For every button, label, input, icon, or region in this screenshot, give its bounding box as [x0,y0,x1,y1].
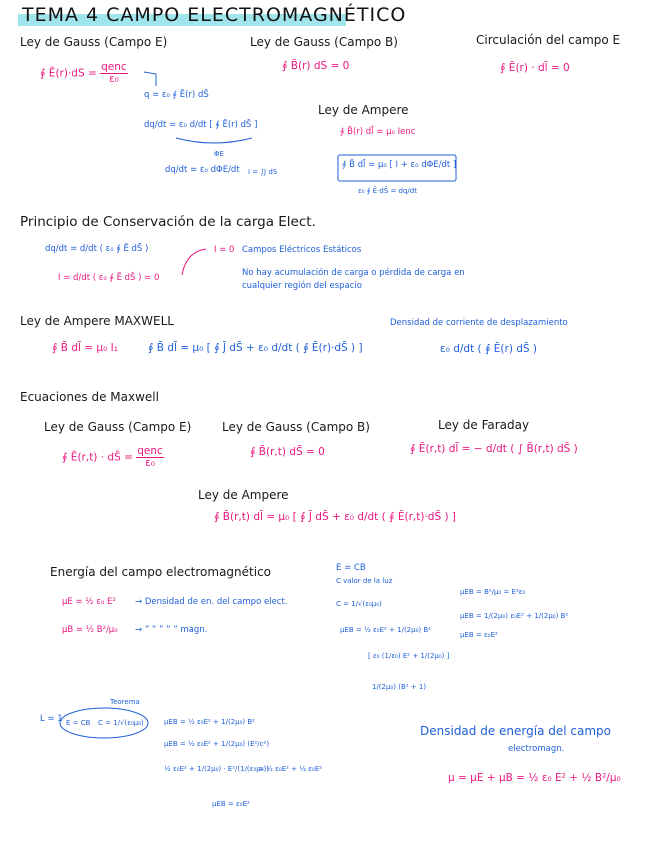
energy-heading: Energía del campo electromagnético [50,565,272,579]
maxwell-faraday-equation: ∮ Ē(r,t) dl̄ = − d/dt ( ∫ B̄(r,t) dS̄ ) [410,443,578,455]
density-heading-1: Densidad de energía del campo [420,724,611,738]
maxwell-gauss-b-heading: Ley de Gauss (Campo B) [222,420,370,434]
ampere-equation-1: ∮ B̄(r) dl̄ = μ₀ Ienc [340,127,416,137]
gauss-e-num: qenc [101,61,127,73]
maxwell-gauss-e-den: ε₀ [145,457,155,470]
electric-energy-density: μE = ½ ε₀ E² [62,597,116,607]
flux-underbrace [176,138,252,143]
circled-c-eq: C = 1/√(ε₀μ₀) [98,719,144,727]
circled-top-label: Teorema [110,698,140,706]
e-cb-relation: E = CB [336,563,366,573]
l-label: L = 1 [40,714,63,724]
ampere-maxwell-heading: Ley de Ampere MAXWELL [20,314,174,328]
maxwell-gauss-b-equation: ∮ B̄(r,t) dS̄ = 0 [250,446,325,458]
maxwell-heading: Ecuaciones de Maxwell [20,390,159,404]
energy-bottom-3-result: = ½ ε₀E² + ½ ε₀E² [258,765,323,773]
gauss-e-equation [40,62,128,85]
gauss-e-lhs: ∮ Ē(r)·dS = [40,67,97,80]
maxwell-gauss-e-num: qenc [137,445,163,457]
ampere-maxwell-simple: ∮ B̄ dl̄ = μ₀ I₁ [52,342,118,354]
ampere-equation-2: ∮ B̄ dl̄ = μ₀ [ I + ε₀ dΦE/dt ] [342,160,457,170]
circulation-equation: ∮ Ē(r) · dl̄ = 0 [500,62,570,74]
current-integral: I = ∫J dS [248,168,278,176]
displacement-equation: ε₀ d/dt ( ∮ Ē(r) dS̄ ) [440,343,538,355]
maxwell-gauss-e-heading: Ley de Gauss (Campo E) [44,420,192,434]
conservation-eq-1: dq/dt = d/dt ( ε₀ ∮ Ē dS̄ ) [45,244,149,254]
maxwell-faraday-heading: Ley de Faraday [438,418,530,432]
gauss-b-equation: ∮ B̄(r) dS = 0 [282,60,350,72]
dq-equation: dq/dt = ε₀ d/dt [ ∮ Ē(r) dS̄ ] [144,120,258,130]
circulation-heading: Circulación del campo E [476,33,621,47]
energy-right-1: μEB = B²/μ₀ = E²ε₀ [460,588,526,596]
maxwell-gauss-e-equation [62,446,164,469]
energy-bottom-2: μEB = ½ ε₀E² + 1/(2μ₀) (E²/c²) [164,740,270,748]
energy-bottom-3: ½ ε₀E² + 1/(2μ₀) · E²/(1/(ε₀μ₀)) [164,765,269,773]
page-title: TEMA 4 CAMPO ELECTROMAGNÉTICO [22,4,407,26]
electric-energy-desc: → Densidad de en. del campo elect. [135,597,288,607]
energy-middle-3: 1/(2μ₀) (B² + 1) [372,683,427,691]
speed-of-light-label: C valor de la luz [336,577,393,585]
conservation-eq-2: I = d/dt ( ε₀ ∮ Ē dS̄ ) = 0 [58,273,160,283]
maxwell-gauss-e-lhs: ∮ Ē(r,t) · dS̄ = [62,451,133,464]
q-equation: q = ε₀ ∮ Ē(r) dS̄ [144,90,209,100]
circled-ecb: E = CB [66,719,91,727]
conservation-note-2: cualquier región del espacio [242,281,362,291]
density-heading-2: electromagn. [508,744,565,754]
gauss-e-den: ε₀ [108,73,119,86]
energy-middle-2: [ ε₀ (1/ε₀) E² + 1/(2μ₀) ] [368,652,450,660]
phi-label: ΦE [214,150,224,158]
static-fields-label: Campos Eléctricos Estáticos [242,245,362,255]
gauss-to-derivation-arrow [144,72,156,86]
ampere-equation-3: ε₀ ∮ Ē·dS̄ = dq/dt [358,187,417,195]
energy-middle-1: μEB = ½ ε₀E² + 1/(2μ₀) B² [340,626,431,634]
ampere-maxwell-full: ∮ B̄ dl̄ = μ₀ [ ∮ J̄ dS̄ + ε₀ d/dt ( ∮ Ē(r)·dS̄ ) ] [148,342,363,354]
magnetic-energy-density: μB = ½ B²/μ₀ [62,625,118,635]
current-zero: I = 0 [214,245,235,255]
gauss-e-heading: Ley de Gauss (Campo E) [20,35,168,49]
density-equation: μ = μE + μB = ½ ε₀ E² + ½ B²/μ₀ [448,772,621,784]
energy-bottom-1: μEB = ½ ε₀E² + 1/(2μ₀) B² [164,718,255,726]
conservation-heading: Principio de Conservación de la carga Elect. [20,214,316,230]
ampere-heading: Ley de Ampere [318,103,409,117]
energy-right-3: μEB = ε₀E² [460,631,498,639]
magnetic-energy-desc: → ” ” ” ” ” magn. [135,625,208,635]
maxwell-ampere-equation: ∮ B̄(r,t) dl̄ = μ₀ [ ∮ J̄ dS̄ + ε₀ d/dt ( ∮ Ē(r,t)·dS̄ ) ] [214,511,456,523]
conservation-arrow [182,249,206,275]
dq-phi-equation: dq/dt = ε₀ dΦE/dt [165,165,240,175]
energy-bottom-4: μEB = ε₀E² [212,800,250,808]
speed-of-light-eq: C = 1/√(ε₀μ₀) [336,600,382,608]
maxwell-ampere-heading: Ley de Ampere [198,488,289,502]
energy-right-2: μEB = 1/(2μ₀) ε₀E² + 1/(2μ₀) B² [460,612,569,620]
gauss-b-heading: Ley de Gauss (Campo B) [250,35,398,49]
conservation-note-1: No hay acumulación de carga o pérdida de carga en [242,268,465,278]
displacement-heading: Densidad de corriente de desplazamiento [390,318,568,328]
